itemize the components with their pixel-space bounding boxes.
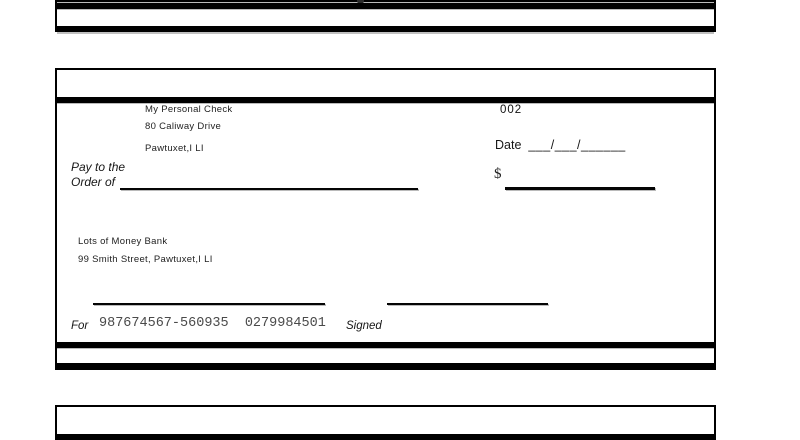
pay-to-label-line2: Order of [71,174,116,189]
check-body-top-border [57,97,714,103]
payer-address-line1: 80 Caliway Drive [145,121,222,132]
memo-line[interactable] [93,303,325,305]
bank-name: Lots of Money Bank [78,236,168,247]
top-check-inner-line [57,0,714,2]
bottom-check-body-top-border [57,434,714,440]
date-row [495,138,626,152]
date-label: Date [495,138,522,152]
payee-line[interactable] [120,188,418,190]
payer-name: My Personal Check [145,104,233,115]
for-label: For [71,320,89,332]
check-unit-top-partial [55,0,716,32]
check-unit-main [55,68,716,370]
check-unit-bottom-partial [55,405,716,440]
payer-address-line2: Pawtuxet,I LI [145,143,204,154]
date-blanks[interactable]: ___/___/______ [528,138,626,152]
micr-numbers: 987674567-560935 0279984501 [99,316,326,331]
signature-line[interactable] [387,303,548,305]
check-body-bottom-border [57,342,714,348]
top-check-body-bottom-border [57,3,714,9]
check-number: 002 [500,104,523,116]
amount-line[interactable] [505,187,655,190]
signed-label: Signed [346,320,382,332]
dollar-sign: $ [494,166,502,182]
bank-address: 99 Smith Street, Pawtuxet,I LI [78,254,213,265]
pay-to-label [71,160,125,189]
pay-to-label-line1: Pay to the [71,160,126,174]
top-check-outer-bottom-border [57,26,714,32]
